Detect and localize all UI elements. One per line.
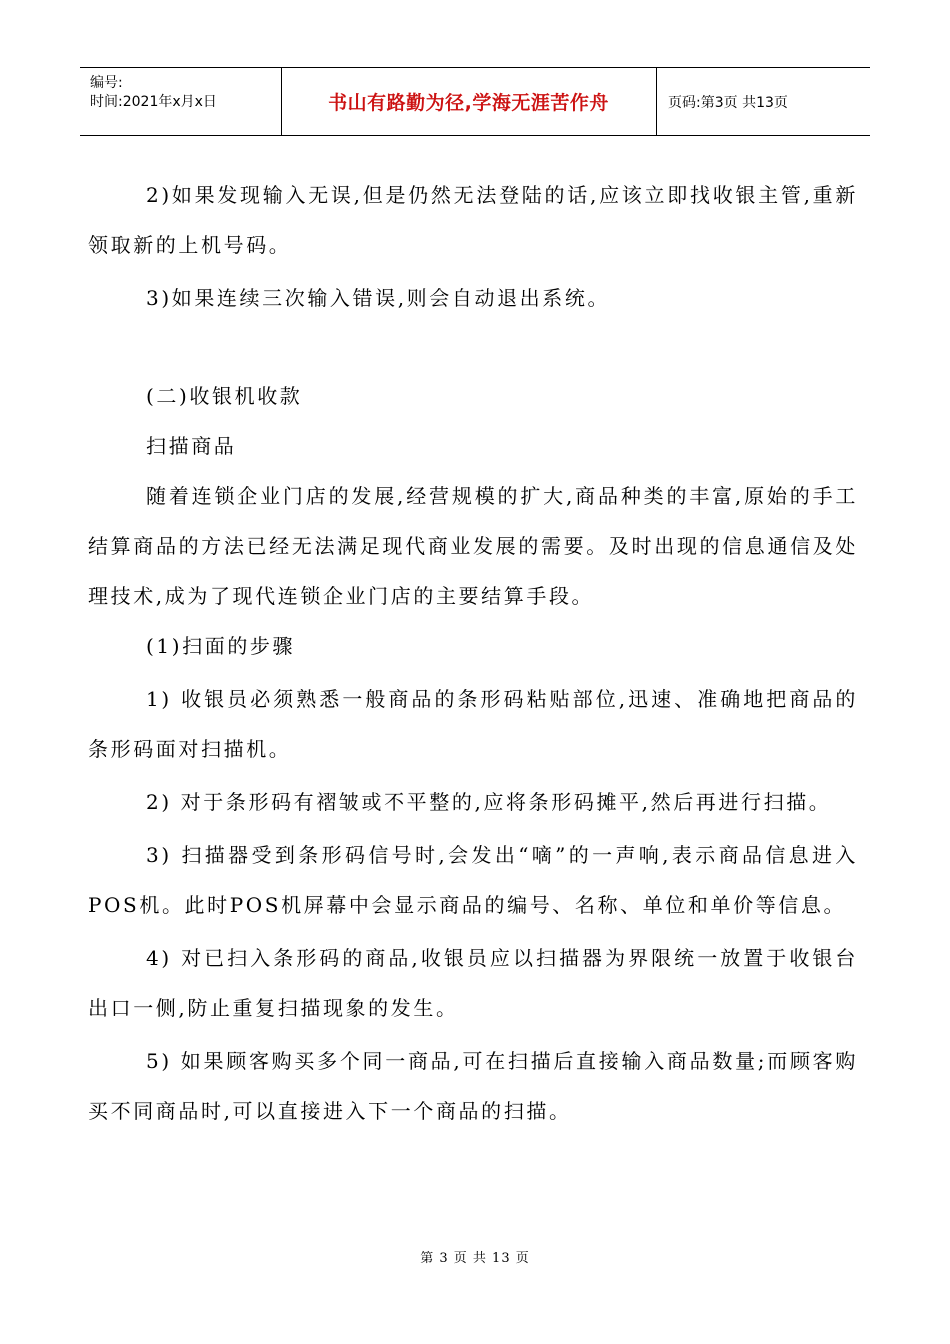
section-heading: (二)收银机收款 [146,384,303,408]
paragraph: 2)如果发现输入无误,但是仍然无法登陆的话,应该立即找收银主管,重新领取新的上机号码。 [88,183,858,257]
list-item: 3) 扫描器受到条形码信号时,会发出“嘀”的一声响,表示商品信息进入POS机。此时POS机屏幕中会显示商品的编号、名称、单位和单价等信息。 [88,843,858,917]
paragraph: 3)如果连续三次输入错误,则会自动退出系统。 [146,286,611,310]
header-page-info: 页码:第3页 共13页 [668,94,788,111]
subheading: (1)扫面的步骤 [146,634,296,658]
subheading: 扫描商品 [146,434,237,458]
list-item: 1) 收银员必须熟悉一般商品的条形码粘贴部位,迅速、准确地把商品的条形码面对扫描机。 [88,687,858,761]
document-body [88,170,858,1136]
header-divider [656,68,657,135]
document-number-label: 编号: [90,75,123,91]
list-item: 2) 对于条形码有褶皱或不平整的,应将条形码摊平,然后再进行扫描。 [146,790,832,814]
header-motto: 书山有路勤为径,学海无涯苦作舟 [328,92,609,114]
header-meta [90,74,217,112]
list-item: 4) 对已扫入条形码的商品,收银员应以扫描器为界限统一放置于收银台出口一侧,防止重复扫描现象的发生。 [88,946,858,1020]
list-item: 5) 如果顾客购买多个同一商品,可在扫描后直接输入商品数量;而顾客购买不同商品时,可以直接进入下一个商品的扫描。 [88,1049,858,1123]
page-footer: 第 3 页 共 13 页 [420,1251,530,1266]
document-date: 时间:2021年x月x日 [90,94,217,110]
document-header [80,67,870,136]
paragraph: 随着连锁企业门店的发展,经营规模的扩大,商品种类的丰富,原始的手工结算商品的方法已经无法满足现代商业发展的需要。及时出现的信息通信及处理技术,成为了现代连锁企业门店的主要结算手段。 [88,484,858,608]
